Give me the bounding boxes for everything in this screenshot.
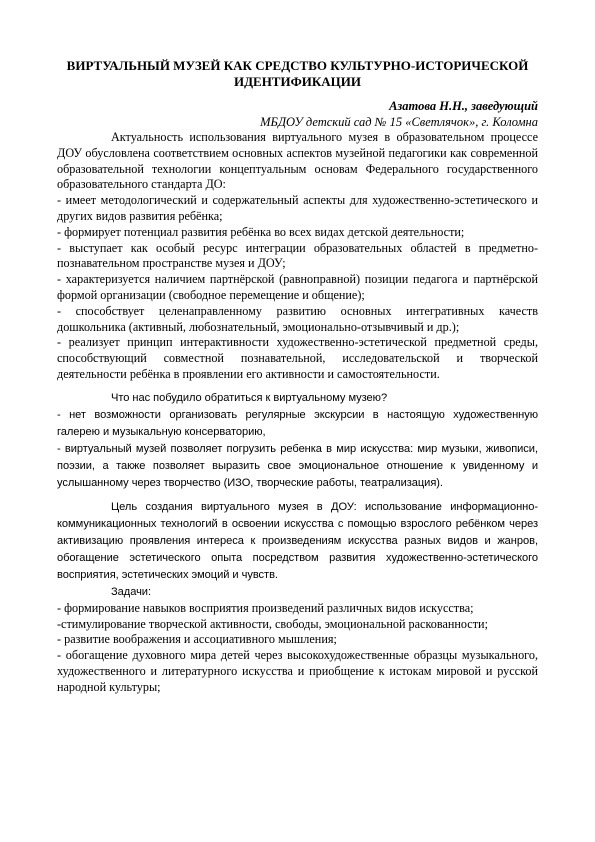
reason-item: - виртуальный музей позволяет погрузить ребенка в мир искусства: мир музыки, живописи, поэзии, а также позволяет выразить свое эмоциональное отношение к увиденному и услышанному через творчество (ИЗО, творческие работы, театрализация). <box>57 442 538 489</box>
document-page <box>57 58 538 696</box>
aspects-section <box>57 130 538 383</box>
aspect-item: - выступает как особый ресурс интеграции образовательных областей в предметно-познавательном пространстве музея и ДОУ; <box>57 240 538 271</box>
organization-line: МБДОУ детский сад № 15 «Светлячок», г. Коломна <box>260 115 538 129</box>
task-item: - развитие воображения и ассоциативного мышления; <box>57 632 337 647</box>
tasks-section <box>57 601 538 696</box>
aspect-item: - характеризуется наличием партнёрской (равноправной) позиции педагога и партнёрской формой организации (свободное перемещение и общение); <box>57 272 538 302</box>
reason-item: - нет возможности организовать регулярные экскурсии в настоящую художественную галерею и музыкальную консерваторию, <box>57 408 538 438</box>
question-line: Что нас побудило обратиться к виртуальному музею? <box>111 391 388 404</box>
aspect-item: - формирует потенциал развития ребёнка во всех видах детской деятельности; <box>57 224 465 239</box>
aspect-item: - имеет методологический и содержательный аспекты для художественно-эстетического и других видов развития ребёнка; <box>57 193 538 223</box>
reasons-section <box>57 390 538 601</box>
goal-paragraph: Цель создания виртуального музея в ДОУ: использование информационно-коммуникационных технологий в освоении искусства с помощью взрослого ребёнком через активизацию проявления интереса к произведениям искусства разных видов и жанров, обогащение эстетического опыта посредством развития художественно-эстетического восприятия, эстетических эмоций и чувств. <box>57 500 538 581</box>
task-item: - формирование навыков восприятия произведений различных видов искусства; <box>57 600 474 615</box>
intro-paragraph: Актуальность использования виртуального музея в образовательном процессе ДОУ обусловлена соответствием основных аспектов музейной педагогики как современной образовательной технологии концептуальным основам Федерального государственного образовательного стандарта ДО: <box>57 130 538 192</box>
task-item: - обогащение духовного мира детей через высокохудожественные образцы музыкального, художественного и литературного искусства и приобщение к истокам мировой и русской народной культуры; <box>57 648 538 694</box>
aspect-item: - способствует целенаправленному развитию основных интегративных качеств дошкольника (активный, любознательный, эмоционально-отзывчивый и др.); <box>57 303 538 334</box>
task-item: -стимулирование творческой активности, свободы, эмоциональной раскованности; <box>57 616 488 631</box>
document-title: ВИРТУАЛЬНЫЙ МУЗЕЙ КАК СРЕДСТВО КУЛЬТУРНО-ИСТОРИЧЕСКОЙ ИДЕНТИФИКАЦИИ <box>66 58 529 89</box>
author-line: Азатова Н.Н., заведующий <box>389 99 538 113</box>
aspect-item: - реализует принцип интерактивности художественно-эстетической предметной среды, способствующий совместной познавательной, исследовательской и творческой деятельности ребёнка в проявлении его активности и самостоятельности. <box>57 335 538 381</box>
tasks-heading: Задачи: <box>111 585 151 598</box>
